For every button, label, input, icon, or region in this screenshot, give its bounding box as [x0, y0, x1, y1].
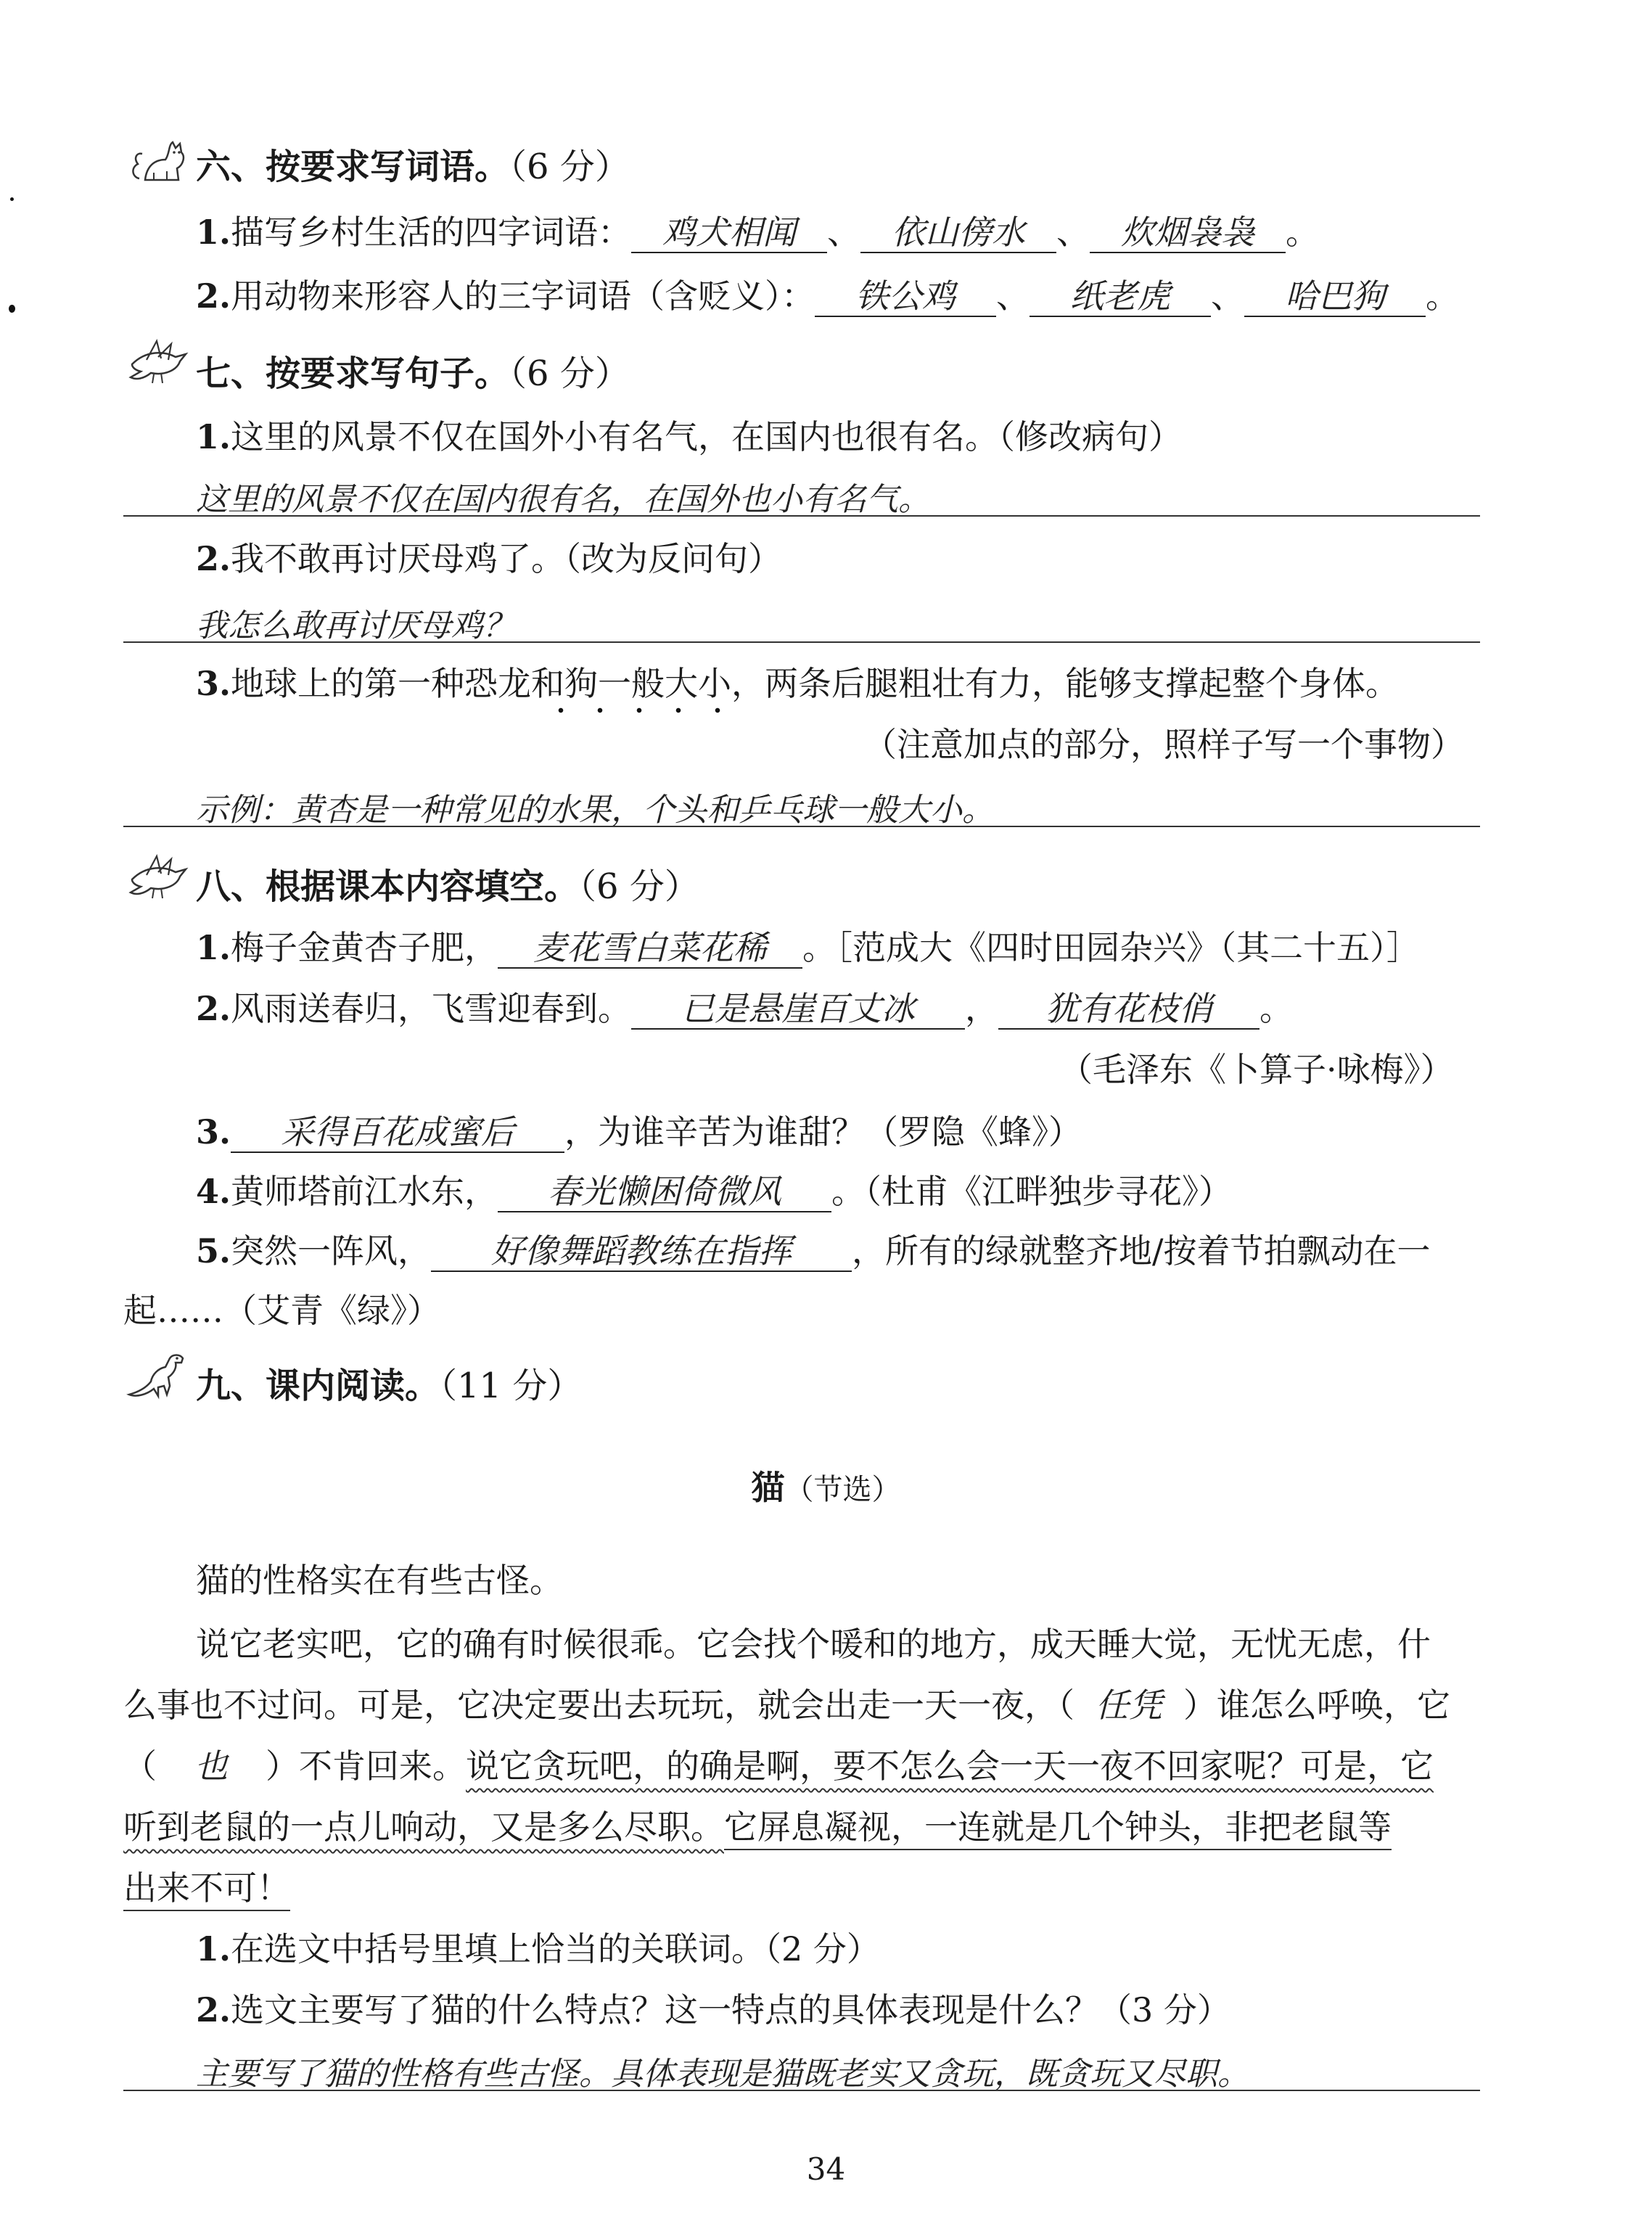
question-text: ，两条后腿粗壮有力，能够支撑起整个身体。 [731, 664, 1400, 703]
question-text: ，所有的绿就整齐地/按着节拍飘动在一 [852, 1231, 1431, 1271]
period: 。 [1426, 276, 1460, 316]
question-number: 2. [196, 276, 231, 316]
sec9-answer-2: 主要写了猫的性格有些古怪。具体表现是猫既老实又贪玩，既贪玩又尽职。 [196, 2056, 1249, 2093]
question-text: 黄师塔前江水东， [231, 1172, 498, 1211]
sec8-question-2-source: （毛泽东《卜算子·咏梅》） [1059, 1050, 1454, 1089]
answer-blank: 采得百花成蜜后 [231, 1112, 564, 1153]
sec7-answer-3: 示例：黄杏是一种常见的水果，个头和乒乓球一般大小。 [196, 792, 994, 829]
section-9-title [196, 1364, 582, 1408]
separator: 、 [996, 276, 1030, 316]
passage-line-6 [123, 1866, 290, 1910]
section-score: （11 分） [440, 1366, 583, 1406]
sec8-question-4 [196, 1170, 1232, 1213]
question-text: 我不敢再讨厌母鸡了。（改为反问句） [231, 539, 782, 578]
question-text: 地球上的第一种恐龙 [231, 664, 532, 703]
passage-line-2: 说它老实吧，它的确有时候很乖。它会找个暖和的地方，成天睡大觉，无忧无虑，什 [196, 1625, 1431, 1664]
question-number: 1. [196, 1929, 231, 1969]
separator: 、 [1211, 276, 1245, 316]
section-title-text: 八、根据课本内容填空。 [196, 866, 580, 907]
answer-blank: 犹有花枝俏 [998, 989, 1259, 1030]
question-number: 3. [196, 1112, 231, 1152]
answer-blank: 已是悬崖百丈冰 [631, 989, 965, 1030]
conjunction-answer: 任凭 [1096, 1686, 1162, 1725]
period: 。 [1259, 989, 1294, 1028]
answer-rule [123, 826, 1480, 827]
question-text: 风雨送春归，飞雪迎春到。 [231, 989, 632, 1028]
answer-rule [123, 515, 1480, 517]
passage-text: （ [123, 1746, 157, 1786]
question-number: 2. [196, 989, 231, 1028]
question-number: 1. [196, 928, 231, 967]
sec8-question-2 [196, 987, 1293, 1030]
question-text: 在选文中括号里填上恰当的关联词。（2 分） [231, 1929, 880, 1969]
conjunction-answer: 也 [194, 1746, 228, 1786]
question-number: 2. [196, 539, 231, 578]
answer-blank: 春光懒困倚微风 [498, 1172, 831, 1212]
passage-line-3 [123, 1683, 1450, 1727]
page-number: 34 [806, 2151, 846, 2187]
answer-blank: 好像舞蹈教练在指挥 [431, 1231, 852, 1272]
source-citation: 。［范成大《四时田园杂兴》（其二十五）］ [802, 928, 1421, 967]
answer-blank: 依山傍水 [860, 213, 1056, 253]
period: 。 [1286, 213, 1320, 252]
cat-icon [125, 135, 190, 186]
sec7-answer-1: 这里的风景不仅在国内很有名，在国外也小有名气。 [196, 481, 930, 518]
section-7-title [196, 352, 630, 395]
wavy-underlined-text: 说它贪玩吧，的确是啊，要不怎么会一天一夜不回家呢？可是，它 [466, 1746, 1434, 1786]
answer-rule [123, 641, 1480, 643]
answer-blank: 麦花雪白菜花稀 [498, 928, 802, 969]
question-text: 突然一阵风， [231, 1231, 432, 1271]
answer-blank: 哈巴狗 [1244, 276, 1426, 317]
section-score: （6 分） [509, 353, 630, 394]
separator: 、 [1056, 213, 1090, 252]
section-score: （6 分） [509, 147, 630, 187]
sec7-question-2 [196, 537, 781, 580]
answer-blank: 铁公鸡 [815, 276, 996, 317]
section-score: （6 分） [579, 866, 699, 907]
question-number: 5. [196, 1231, 231, 1271]
question-text: 描写乡村生活的四字词语： [231, 213, 632, 252]
bird-icon [125, 850, 190, 901]
passage-paragraph-1: 猫的性格实在有些古怪。 [196, 1561, 563, 1600]
section-6-title [196, 145, 630, 189]
margin-dot [10, 197, 14, 201]
underlined-text: 它屏息凝视，一连就是几个钟头，非把老鼠等 [724, 1807, 1392, 1847]
question-text: 这里的风景不仅在国外小有名气，在国内也很有名。（修改病句） [231, 417, 1183, 456]
source-citation: 。（杜甫《江畔独步寻花》） [831, 1172, 1233, 1211]
question-number: 3. [196, 664, 231, 703]
question-number: 1. [196, 417, 231, 456]
question-text: 用动物来形容人的三字词语（含贬义）： [231, 276, 815, 316]
sec7-question-3-note: （注意加点的部分，照样子写一个事物） [863, 725, 1464, 764]
answer-rule [123, 2090, 1480, 2091]
answer-blank: 鸡犬相闻 [631, 213, 827, 253]
sec7-answer-2: 我怎么敢再讨厌母鸡？ [196, 607, 515, 644]
section-title-text: 六、按要求写词语。 [196, 147, 510, 187]
passage-title [0, 1466, 1652, 1511]
passage-text: ）谁怎么呼唤，它 [1183, 1686, 1450, 1725]
sec6-question-1 [196, 210, 1319, 254]
section-title-text: 九、课内阅读。 [196, 1366, 440, 1406]
sec8-question-5 [196, 1229, 1431, 1273]
dinosaur-icon [125, 1350, 190, 1400]
passage-subtitle: （节选） [784, 1473, 901, 1506]
separator: 、 [827, 213, 861, 252]
answer-blank: 炊烟袅袅 [1090, 213, 1286, 253]
sec6-question-2 [196, 274, 1459, 318]
passage-title-text: 猫 [751, 1468, 785, 1507]
passage-text: ）不肯回来。 [266, 1746, 466, 1786]
passage-text: 么事也不过问。可是，它决定要出去玩玩，就会出走一天一夜，（ [123, 1686, 1074, 1725]
question-text: 梅子金黄杏子肥， [231, 928, 498, 967]
sec8-question-3 [196, 1110, 1082, 1154]
section-8-title [196, 865, 699, 908]
passage-line-5 [123, 1805, 1392, 1849]
sec7-question-3 [196, 662, 1399, 705]
answer-blank: 纸老虎 [1030, 276, 1211, 317]
underlined-text: 出来不可！ [123, 1868, 290, 1908]
margin-dot [9, 305, 15, 313]
separator: ， [965, 989, 999, 1028]
sec7-question-1 [196, 415, 1182, 459]
section-title-text: 七、按要求写句子。 [196, 353, 510, 394]
sec9-question-2 [196, 1988, 1230, 2032]
question-text: ，为谁辛苦为谁甜？（罗隐《蜂》） [564, 1112, 1082, 1152]
question-text: 选文主要写了猫的什么特点？这一特点的具体表现是什么？（3 分） [231, 1990, 1230, 2029]
emphasis-dotted-text: 和狗一般大小 [531, 664, 732, 703]
bird-icon [125, 335, 190, 386]
question-number: 1. [196, 213, 231, 252]
sec8-question-5-cont: 起……（艾青《绿》） [123, 1291, 440, 1330]
question-number: 2. [196, 1990, 231, 2029]
sec8-question-1 [196, 926, 1420, 969]
passage-line-4 [123, 1744, 1434, 1788]
question-number: 4. [196, 1172, 231, 1211]
sec9-question-1 [196, 1927, 880, 1971]
wavy-underlined-text: 听到老鼠的一点儿响动，又是多么尽职。 [123, 1807, 724, 1847]
